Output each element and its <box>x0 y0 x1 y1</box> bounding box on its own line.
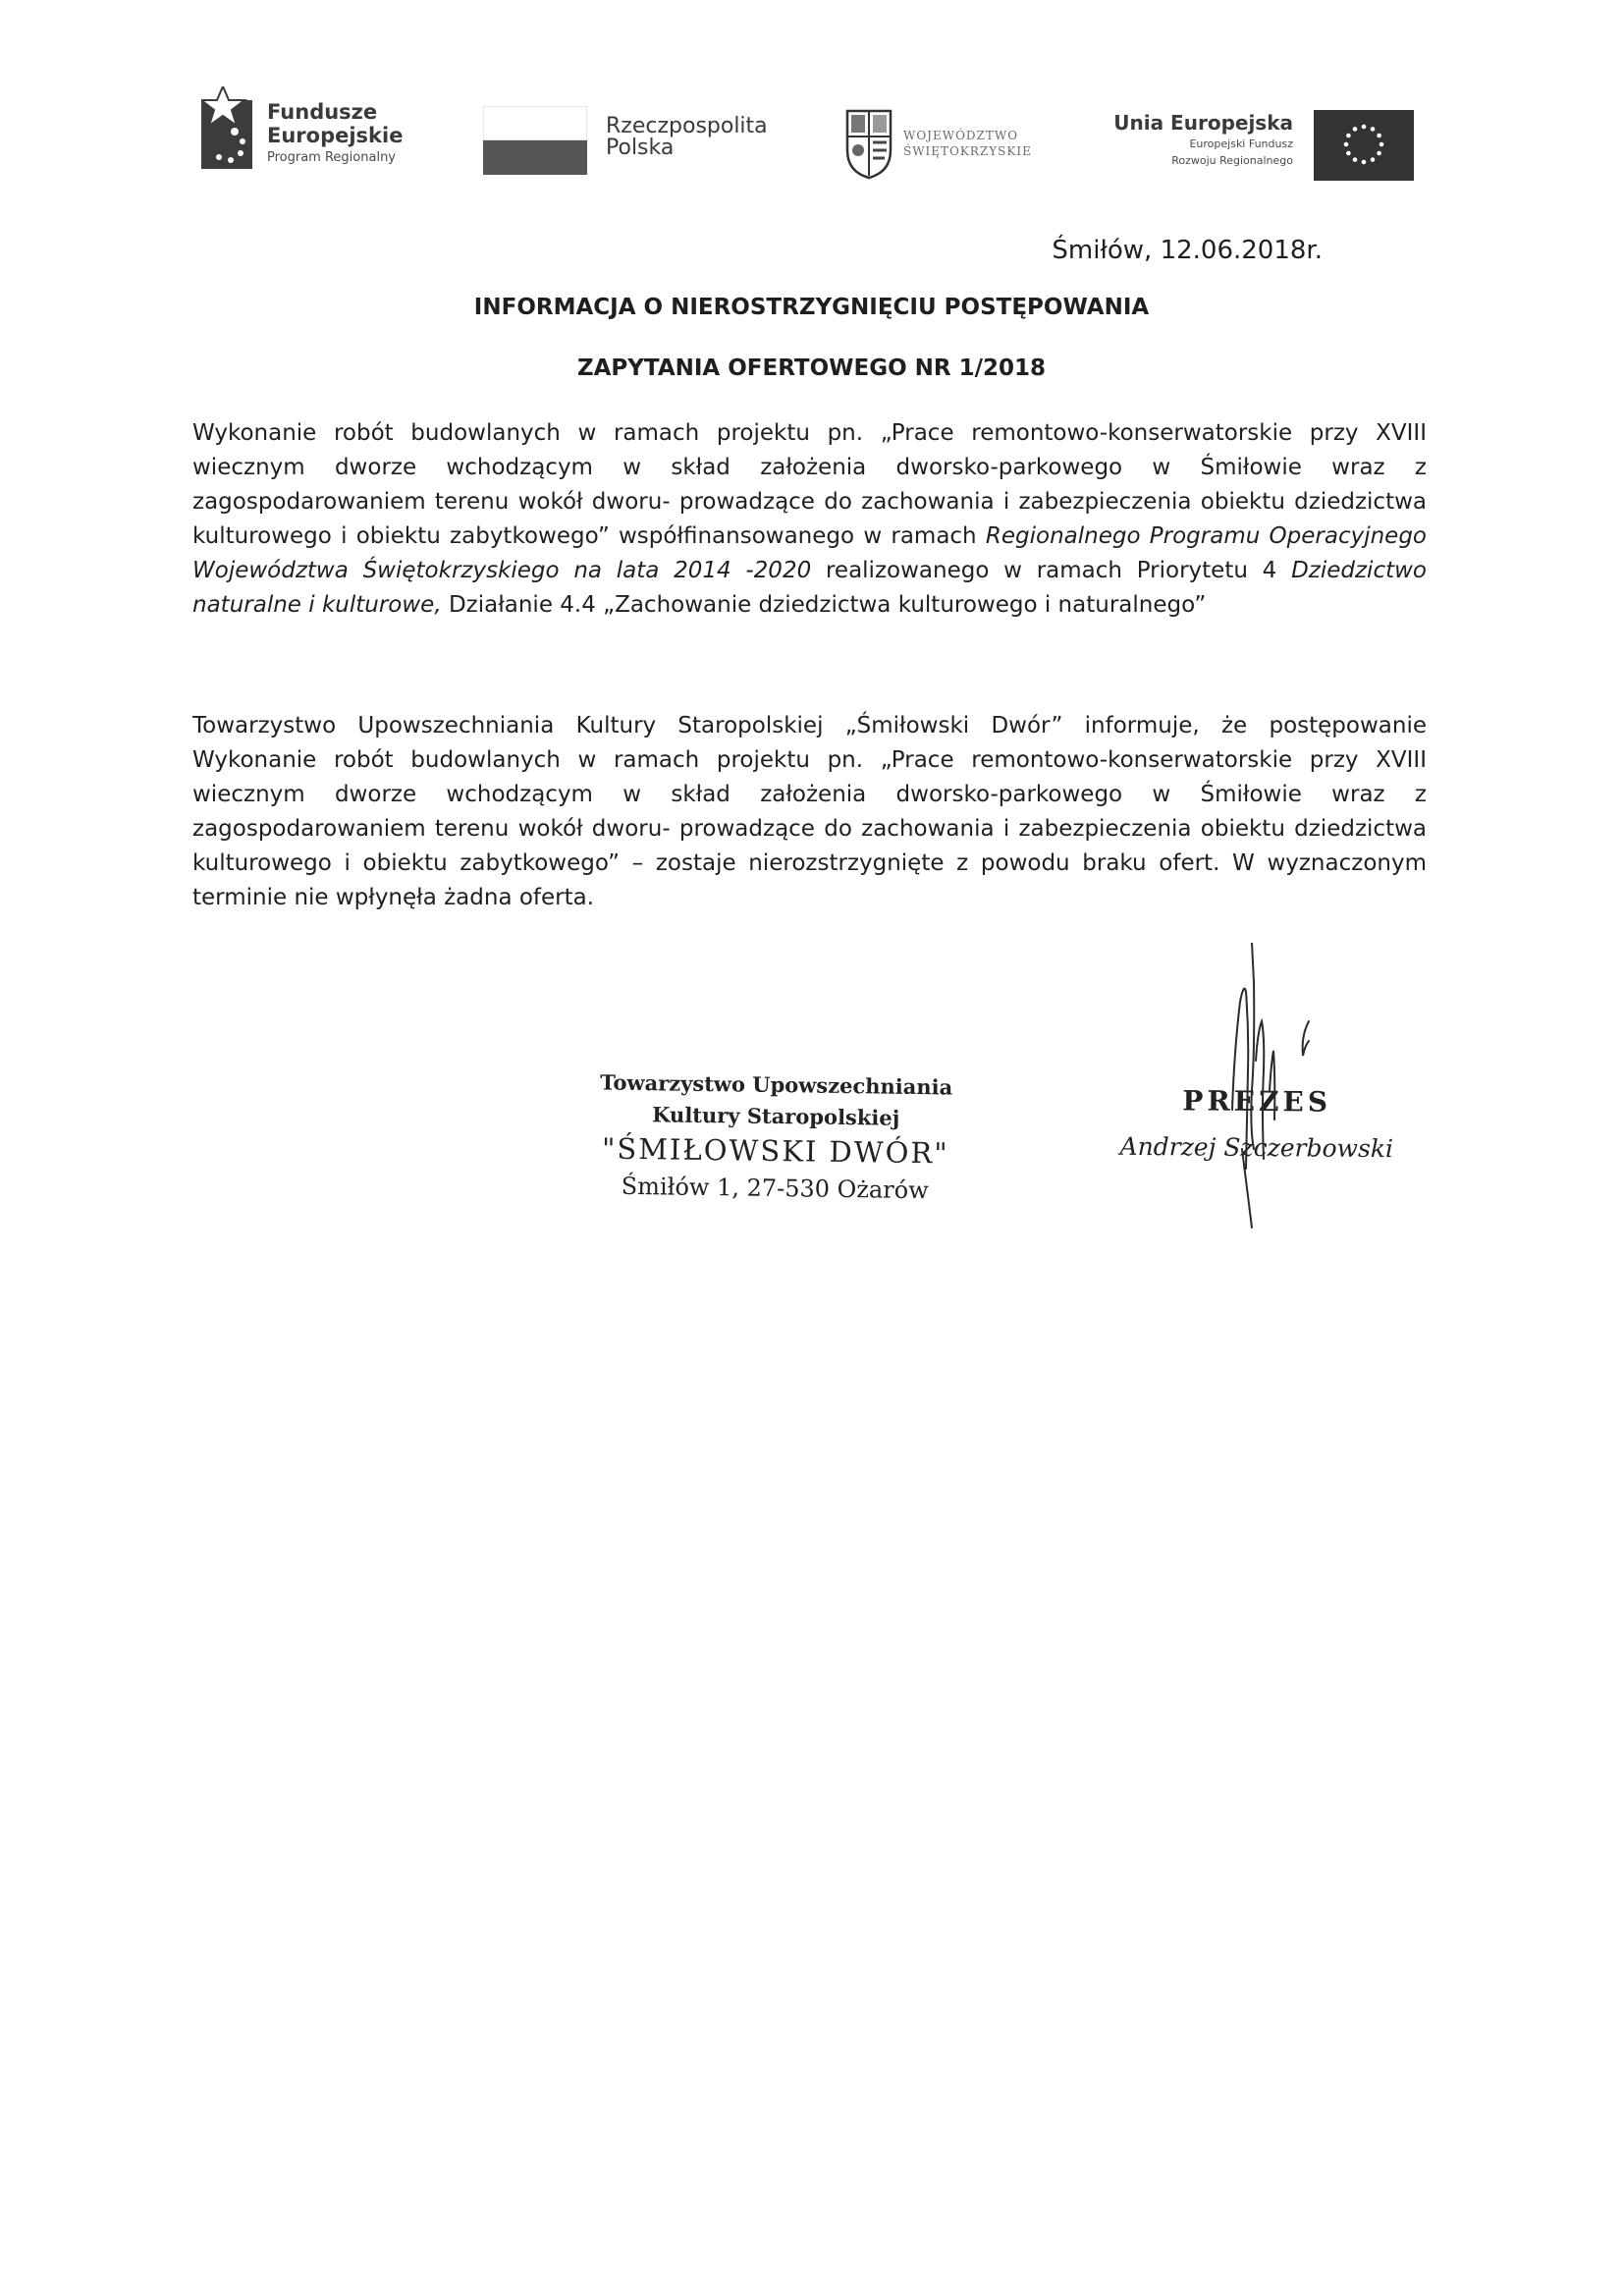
unia-title: Unia Europejska <box>1113 111 1293 135</box>
rzeczpospolita-text <box>606 116 768 159</box>
paragraph-project-description <box>192 416 1427 623</box>
fundusze-europejskie-logo-icon <box>201 86 260 177</box>
unia-sub2: Rozwoju Regionalnego <box>1171 154 1293 167</box>
stamp-org-line2: Kultury Staropolskiej <box>652 1102 900 1130</box>
paragraph1-part-c: realizowanego w ramach Priorytetu 4 <box>811 558 1292 583</box>
paragraph-announcement: Towarzystwo Upowszechniania Kultury Staropolskiej „Śmiłowski Dwór” informuje, że postępowanie Wykonanie robót budowlanych w ramach projektu pn. „Prace remontowo-konserwatorskie przy XVIII wiecznym dworze wchodzącym w skład założenia dworsko-parkowego w Śmiłowie wraz z zagospodarowaniem terenu wokół dworu- prowadzące do zachowania i zabezpieczenia obiektu dziedzictwa kulturowego i obiektu zabytkowego” – zostaje nierozstrzygnięte z powodu braku ofert. W wyznaczonym terminie nie wpłynęła żadna oferta. <box>192 713 1427 910</box>
paragraph1-programme-name: Regionalnego Programu Operacyjnego Województwa Świętokrzyskiego na lata 2014 -2020 <box>192 523 1427 583</box>
wojewodztwo-text <box>903 128 1032 159</box>
eu-flag-icon <box>1314 110 1414 181</box>
document-date: Śmiłów, 12.06.2018r. <box>1052 236 1323 265</box>
rzeczpospolita-line2: Polska <box>606 136 675 160</box>
swietokrzyskie-crest-icon <box>845 107 893 180</box>
organization-stamp <box>549 1066 1002 1209</box>
stamp-prezes-title: PREZES <box>1182 1084 1332 1119</box>
wojewodztwo-line1: WOJEWÓDZTWO <box>903 129 1019 142</box>
unia-europejska-text <box>1113 110 1293 169</box>
handwritten-signature <box>1193 943 1389 1237</box>
stamp-org-line1: Towarzystwo Upowszechniania <box>600 1069 953 1100</box>
stamp-prezes-name: Andrzej Szczerbowski <box>1119 1131 1394 1164</box>
paragraph1-part-e: Działanie 4.4 „Zachowanie dziedzictwa kulturowego i naturalnego” <box>441 592 1207 618</box>
fundusze-europejskie-text <box>267 100 403 169</box>
document-subtitle: ZAPYTANIA OFERTOWEGO NR 1/2018 <box>576 355 1047 381</box>
stamp-org-line4: Śmiłów 1, 27-530 Ożarów <box>621 1172 929 1205</box>
wojewodztwo-line2: ŚWIĘTOKRZYSKIE <box>903 144 1032 158</box>
fundusze-sub: Program Regionalny <box>267 150 396 165</box>
fundusze-line1: Fundusze <box>267 100 378 124</box>
paragraph1-priority-name: Dziedzictwo naturalne i kulturowe, <box>192 558 1427 618</box>
unia-sub1: Europejski Fundusz <box>1189 137 1293 150</box>
stamp-org-line3: "ŚMIŁOWSKI DWÓR" <box>601 1131 949 1171</box>
polish-flag-icon <box>483 106 587 175</box>
document-title: INFORMACJA O NIEROSTRZYGNIĘCIU POSTĘPOWANIA <box>473 295 1150 320</box>
rzeczpospolita-line1: Rzeczpospolita <box>606 114 768 138</box>
fundusze-line2: Europejskie <box>267 124 404 147</box>
paragraph1-part-a: Wykonanie robót budowlanych w ramach projektu pn. „Prace remontowo-konserwatorskie przy XVIII wiecznym dworze wchodzącym w skład założenia dworsko-parkowego w Śmiłowie wraz z zagospodarowaniem terenu wokół dworu- prowadzące do zachowania i zabezpieczenia obiektu dziedzictwa kulturowego i obiektu zabytkowego” współfinansowanego w ramach <box>192 420 1427 549</box>
